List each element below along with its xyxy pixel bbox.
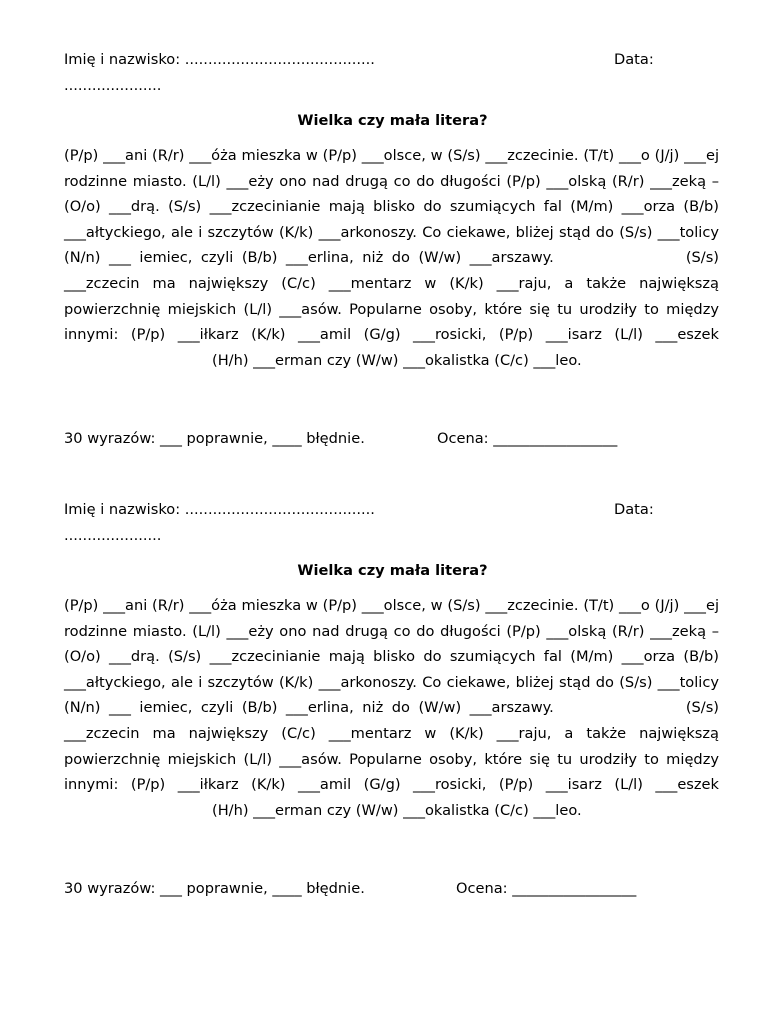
grade-label: Ocena: _________________ — [437, 430, 618, 447]
date-dots: ..................... — [64, 527, 162, 544]
date-label: Data: — [614, 51, 654, 68]
name-label: Imię i nazwisko: ......................................... — [64, 51, 375, 68]
exercise-text-part-2: (S/s) ___zczecin ma największy (C/c) ___mentarz w (K/k) ___raju, a także największą powierzchnię miejskich (L/l) ___asów. Popularne osoby, które się tu urodziły to między innymi: (P/p) ___iłkarz (K/k) ___amil (G/g) ___rosicki, (P/p) ___isarz (L/l) ___eszek — [64, 699, 719, 794]
date-label: Data: — [614, 501, 654, 518]
exercise-paragraph — [64, 143, 719, 373]
exercise-text-part-3: (H/h) ___erman czy (W/w) ___okalistka (C/c) ___leo. — [212, 351, 582, 369]
worksheet-title: Wielka czy mała litera? — [297, 562, 488, 579]
date-dots: ..................... — [64, 77, 162, 94]
exercise-paragraph — [64, 593, 719, 823]
score-label: 30 wyrazów: ___ poprawnie, ____ błędnie. — [64, 880, 365, 897]
exercise-text-part-3: (H/h) ___erman czy (W/w) ___okalistka (C/c) ___leo. — [212, 801, 582, 819]
name-label: Imię i nazwisko: ......................................... — [64, 501, 375, 518]
grade-label: Ocena: _________________ — [456, 880, 637, 897]
exercise-text-part-2: (S/s) ___zczecin ma największy (C/c) ___mentarz w (K/k) ___raju, a także największą powierzchnię miejskich (L/l) ___asów. Popularne osoby, które się tu urodziły to między innymi: (P/p) ___iłkarz (K/k) ___amil (G/g) ___rosicki, (P/p) ___isarz (L/l) ___eszek — [64, 249, 719, 344]
score-label: 30 wyrazów: ___ poprawnie, ____ błędnie. — [64, 430, 365, 447]
exercise-text-part-1: (P/p) ___ani (R/r) ___óża mieszka w (P/p) ___olsce, w (S/s) ___zczecinie. (T/t) ___o (J/j) ___ej rodzinne miasto. (L/l) ___eży ono nad drugą co do długości (P/p) ___olską (R/r) ___zeką – (O/o) ___drą. (S/s) ___zczecinianie mają blisko do szumiących fal (M/m) ___orza (B/b) ___ałtyckiego, ale i szczytów (K/k) ___arkonoszy. Co ciekawe, bliżej stąd do (S/s) ___tolicy (N/n) ___ iemiec, czyli (B/b) ___erlina, niż do (W/w) ___arszawy. — [64, 147, 719, 267]
worksheet-title: Wielka czy mała litera? — [297, 112, 488, 129]
exercise-text-part-1: (P/p) ___ani (R/r) ___óża mieszka w (P/p) ___olsce, w (S/s) ___zczecinie. (T/t) ___o (J/j) ___ej rodzinne miasto. (L/l) ___eży ono nad drugą co do długości (P/p) ___olską (R/r) ___zeką – (O/o) ___drą. (S/s) ___zczecinianie mają blisko do szumiących fal (M/m) ___orza (B/b) ___ałtyckiego, ale i szczytów (K/k) ___arkonoszy. Co ciekawe, bliżej stąd do (S/s) ___tolicy (N/n) ___ iemiec, czyli (B/b) ___erlina, niż do (W/w) ___arszawy. — [64, 597, 719, 717]
